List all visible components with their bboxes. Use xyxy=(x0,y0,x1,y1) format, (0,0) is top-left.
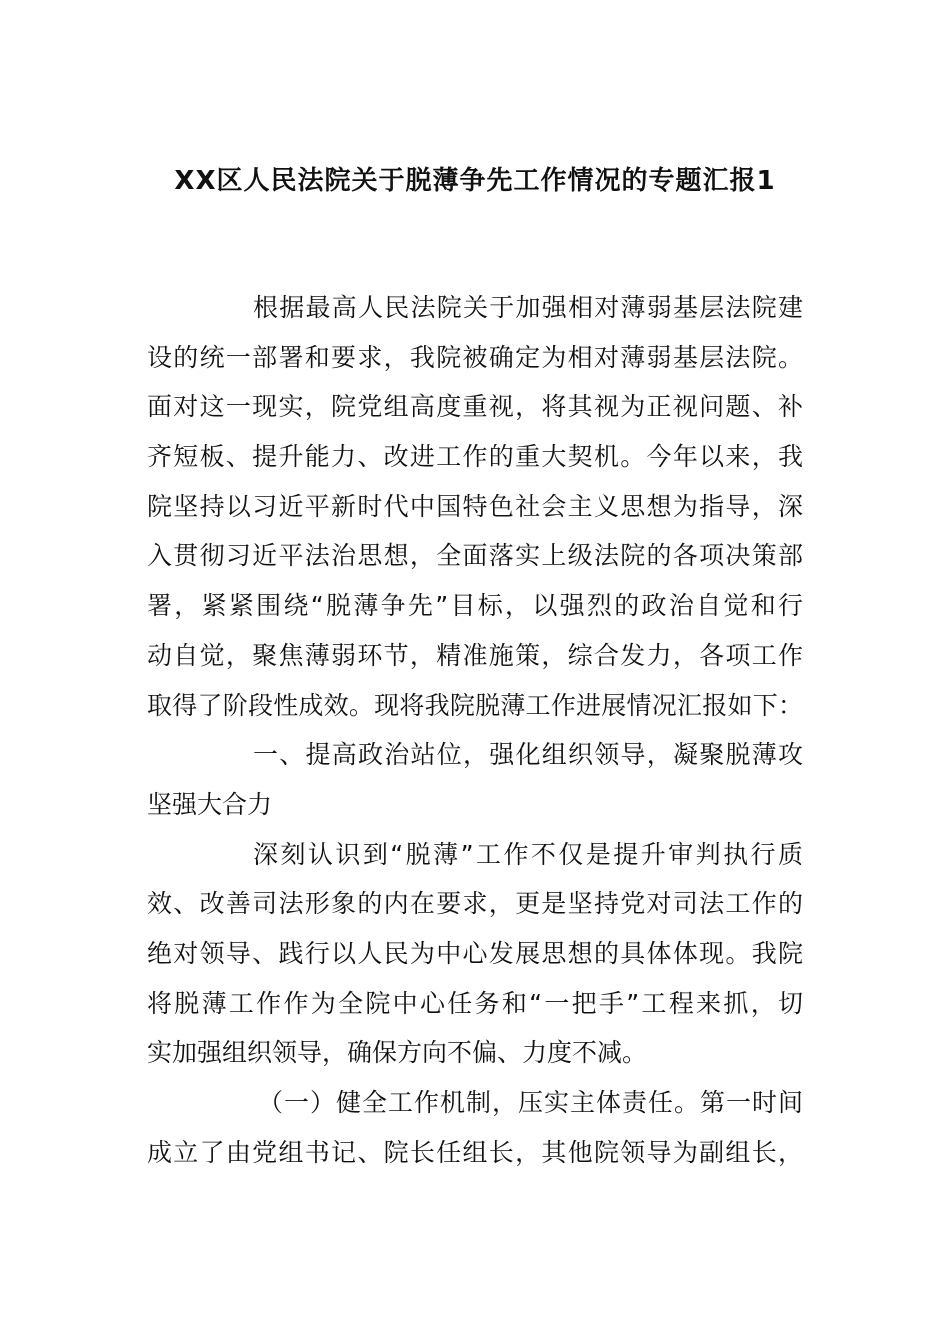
paragraph-line: 取得了阶段性成效。现将我院脱薄工作进展情况汇报如下： xyxy=(147,690,803,720)
paragraph-line: 深刻认识到“脱薄”工作不仅是提升审判执行质 xyxy=(253,839,803,869)
paragraph-line: 实加强组织领导，确保方向不偏、力度不减。 xyxy=(147,1038,648,1068)
paragraph-line: 动自觉，聚焦薄弱环节，精准施策，综合发力，各项工作 xyxy=(147,640,803,670)
paragraph-line: 面对这一现实，院党组高度重视，将其视为正视问题、补 xyxy=(147,392,803,422)
paragraph-line: 设的统一部署和要求，我院被确定为相对薄弱基层法院。 xyxy=(147,342,803,372)
paragraph-line: 院坚持以习近平新时代中国特色社会主义思想为指导，深 xyxy=(147,491,803,521)
paragraph-line: 入贯彻习近平法治思想，全面落实上级法院的各项决策部 xyxy=(147,541,803,571)
subsection-line: （一）健全工作机制，压实主体责任。第一时间 xyxy=(258,1088,803,1117)
document-title: XX区人民法院关于脱薄争先工作情况的专题汇报1 xyxy=(174,166,776,196)
paragraph-line: 根据最高人民法院关于加强相对薄弱基层法院建 xyxy=(253,293,803,322)
paragraph-line: 绝对领导、践行以人民为中心发展思想的具体体现。我院 xyxy=(147,938,803,968)
paragraph-line: 将脱薄工作作为全院中心任务和“一把手”工程来抓，切 xyxy=(147,988,803,1018)
paragraph-line: 署，紧紧围绕“脱薄争先”目标，以强烈的政治自觉和行 xyxy=(147,591,803,621)
document-body xyxy=(147,288,803,1182)
paragraph-line: 成立了由党组书记、院长任组长，其他院领导为副组长， xyxy=(147,1137,803,1167)
paragraph-line: 齐短板、提升能力、改进工作的重大契机。今年以来，我 xyxy=(147,442,803,472)
section-heading-line: 一、提高政治站位，强化组织领导，凝聚脱薄攻 xyxy=(253,740,803,770)
section-heading-line: 坚强大合力 xyxy=(147,789,273,819)
paragraph-line: 效、改善司法形象的内在要求，更是坚持党对司法工作的 xyxy=(147,889,803,919)
